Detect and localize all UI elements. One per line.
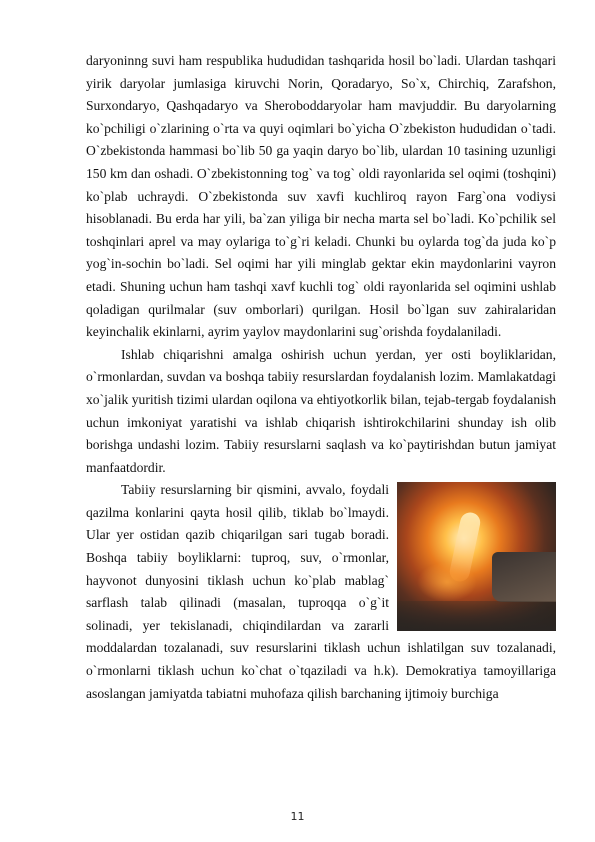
document-body xyxy=(86,50,556,705)
page-number: 11 xyxy=(290,810,305,823)
paragraph-3: Tabiiy resurslarning bir qismini, avvalo, foydali qazilma konlarini qayta hosil qilib, tiklab bo`lmaydi. Ular yer ostidan qazib chiqarilgan sari tugab boradi. Boshqa tabiiy boyliklarni: tuproq, suv, o`rmonlar, hayvonot dunyosini tiklash uchun ko`plab mablag` sarflash talab qilinadi (masalan, tuproqqa o`g`it solinadi, yer tekislanadi, chiqindilardan va zararli moddalardan tozalanadi, suv resurslarini tiklash uchun ishlatilgan suv tozalanadi, o`rmonlarni tiklash uchun ko`chat o`tqaziladi va h.k). Demokratiya tamoyillariga asoslangan jamiyatda tabiatni muhofaza qilish barchaning ijtimoiy burchiga xyxy=(86,482,556,701)
paragraph-1: daryoninng suvi ham respublika hududidan tashqarida hosil bo`ladi. Ulardan tashqari yirik daryolar jumlasiga kiruvchi Norin, Qoradaryo, So`x, Chirchiq, Zarafshon, Surxondaryo, Qashqadaryo va Sheroboddaryolar ham mavjuddir. Bu daryolarning ko`pchiligi o`zlarining o`rta va quyi oqimlari bo`yicha O`zbekiston hududidan o`tadi. O`zbekistonda hammasi bo`lib 50 ga yaqin daryo bo`lib, ulardan 10 tasining uzunligi 150 km dan oshadi. O`zbekistonning tog` va tog` oldi rayonlarida sel oqimi (toshqini) ko`plab uchraydi. O`zbekistonda suv xavfi kuchliroq rayon Farg`ona vodiysi hisoblanadi. Bu erda har yili, ba`zan yiliga bir necha marta sel bo`ladi. Ko`pchilik sel toshqinlari aprel va may oylariga to`g`ri keladi. Chunki bu oylarda tog`da juda ko`p yog`in-sochin bo`ladi. Sel oqimi har yili minglab gektar ekin maydonlarini vayron etadi. Shuning uchun ham tashqi xavf kuchli tog` oldi rayonlarida sel oqimini ushlab qoladigan qurilmalar (suv omborlari) qurilgan. Hosil bo`lgan suv zahiralaridan keyinchalik ekinlarni, ayrim yaylov maydonlarini sug`orishda foydalaniladi. xyxy=(86,53,556,340)
molten-metal-photo xyxy=(397,482,556,631)
paragraph-2: Ishlab chiqarishni amalga oshirish uchun yerdan, yer osti boyliklaridan, o`rmonlardan, suvdan va boshqa tabiiy resurslardan foydalanish lozim. Mamlakatdagi xo`jalik yuritish tizimi ulardan oqilona va ehtiyotkorlik bilan, tejab-tergab foydalanish uchun imkoniyat yaratishi va ishlab chiqarish ishtirokchilarini shunday ish olib borishga undashi lozim. Tabiiy resurslarni saqlash va ko`paytirishdan butun jamiyat manfaatdordir. xyxy=(86,346,556,475)
